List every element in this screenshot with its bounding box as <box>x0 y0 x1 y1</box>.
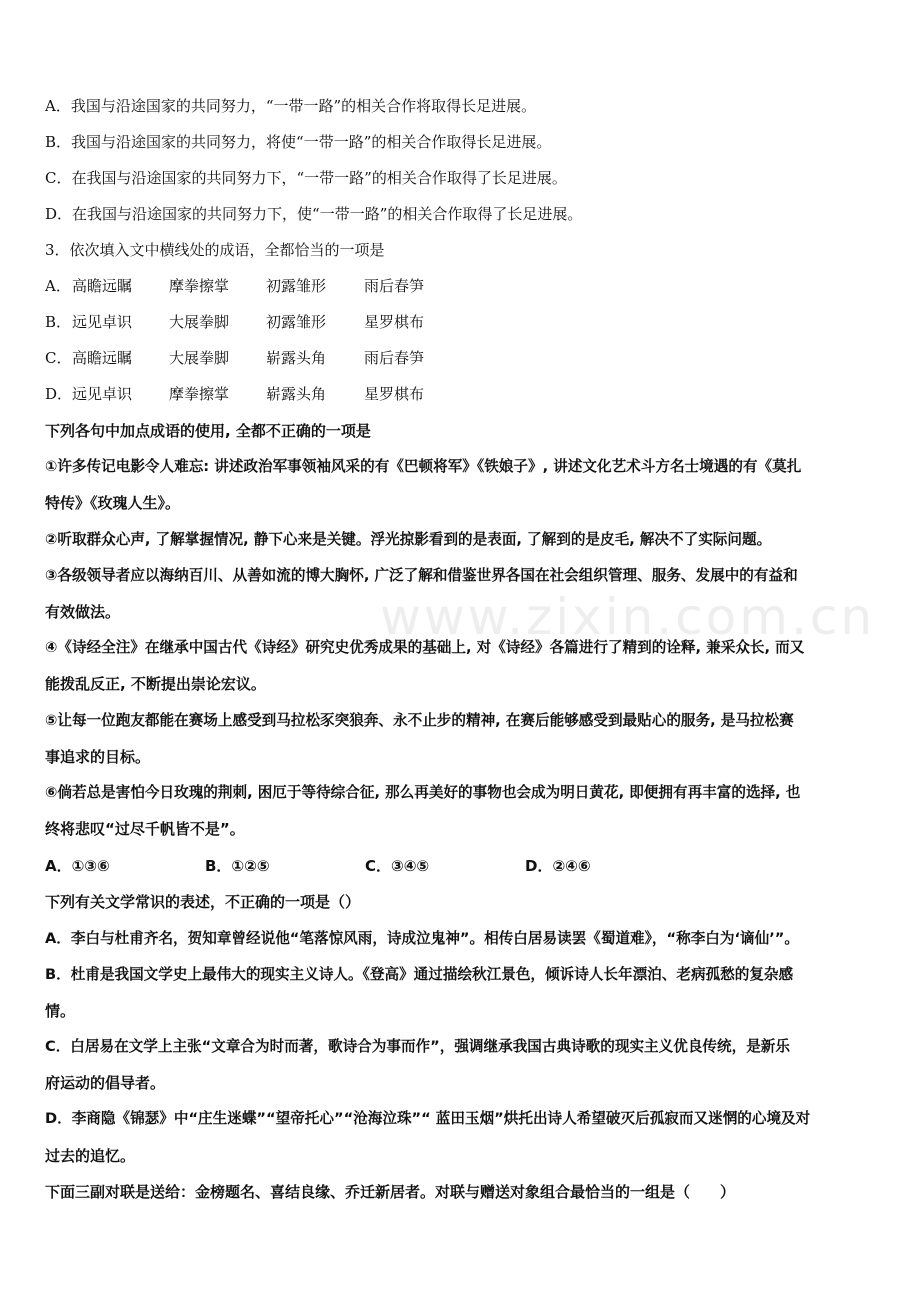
option-word: 初露雏形 <box>266 277 327 295</box>
q4-line: 特传》《玫瑰人生》。 <box>45 494 181 512</box>
q5-option-c: C．白居易在文学上主张“文章合为时而著，歌诗合为事而作”，强调继承我国古典诗歌的现实主义优良传统，是新乐 <box>45 1038 790 1055</box>
option-word: 雨后春笋 <box>364 349 425 367</box>
q5-option-b: B．杜甫是我国文学史上最伟大的现实主义诗人。《登高》通过描绘秋江景色，倾诉诗人长年漂泊、老病孤愁的复杂感 <box>45 966 794 983</box>
option-label: C． <box>45 349 72 367</box>
option-word: 远见卓识 <box>72 313 133 331</box>
option-word: 高瞻远瞩 <box>72 349 133 367</box>
option-word: 高瞻远瞩 <box>72 277 133 295</box>
q5-stem: 下列有关文学常识的表述，不正确的一项是（） <box>45 893 361 911</box>
q5-option-c-cont: 府运动的倡导者。 <box>45 1074 166 1092</box>
q5-option-a: A．李白与杜甫齐名，贺知章曾经说他“笔落惊风雨，诗成泣鬼神”。相传白居易读罢《蜀道难》，“称李白为‘谪仙’”。 <box>45 930 799 947</box>
option-word: 摩拳擦掌 <box>169 385 230 403</box>
option-label: D． <box>45 385 73 403</box>
q4-line: ②听取群众心声, 了解掌握情况, 静下心来是关键。浮光掠影看到的是表面, 了解到的是皮毛, 解决不了实际问题。 <box>45 531 772 548</box>
q4-line: ④《诗经全注》在继承中国古代《诗经》研究史优秀成果的基础上, 对《诗经》各篇进行了精到的诠释, 兼采众长, 而又 <box>45 639 805 656</box>
option-word: 远见卓识 <box>72 385 133 403</box>
q4-line: 能拨乱反正, 不断提出崇论宏议。 <box>45 675 266 693</box>
q4-option-d: D．②④⑥ <box>525 857 591 875</box>
q2-option-b: B．我国与沿途国家的共同努力，将使“一带一路”的相关合作取得长足进展。 <box>45 133 552 151</box>
q3-stem: 3．依次填入文中横线处的成语，全都恰当的一项是 <box>45 241 385 259</box>
option-word: 大展拳脚 <box>169 349 230 367</box>
option-word: 初露雏形 <box>266 313 327 331</box>
q4-option-c: C．③④⑤ <box>365 857 430 875</box>
option-word: 大展拳脚 <box>169 313 230 331</box>
option-label: A． <box>45 277 71 295</box>
q4-line: ⑥倘若总是害怕今日玫瑰的荆刺, 困厄于等待综合征, 那么再美好的事物也会成为明日黄花, 即便拥有再丰富的选择, 也 <box>45 784 801 801</box>
q5-option-d-cont: 过去的追忆。 <box>45 1147 136 1165</box>
q4-line: ①许多传记电影令人难忘: 讲述政治军事领袖风采的有《巴顿将军》《铁娘子》, 讲述文化艺术斗方名士境遇的有《莫扎 <box>45 458 802 475</box>
q4-line: 终将悲叹“过尽千帆皆不是”。 <box>45 820 245 838</box>
q5-option-d: D．李商隐《锦瑟》中“庄生迷蝶”“望帝托心”“沧海泣珠”“ 蓝田玉烟”烘托出诗人希望破灭后孤寂而又迷惘的心境及对 <box>45 1110 811 1127</box>
option-word: 摩拳擦掌 <box>169 277 230 295</box>
q4-stem: 下列各句中加点成语的使用, 全都不正确的一项是 <box>45 422 371 440</box>
option-word: 崭露头角 <box>266 349 327 367</box>
q2-option-c: C．在我国与沿途国家的共同努力下，“一带一路”的相关合作取得了长足进展。 <box>45 169 567 187</box>
q6-stem: 下面三副对联是送给：金榜题名、喜结良缘、乔迁新居者。对联与赠送对象组合最恰当的一组是（ ） <box>45 1183 736 1201</box>
watermark: www.zixin.com.cn <box>380 588 876 646</box>
q4-line: ③各级领导者应以海纳百川、从善如流的博大胸怀, 广泛了解和借鉴世界各国在社会组织管理、服务、发展中的有益和 <box>45 567 798 584</box>
option-word: 星罗棋布 <box>364 313 425 331</box>
option-word: 星罗棋布 <box>364 385 425 403</box>
q4-option-b: B．①②⑤ <box>205 857 270 875</box>
q5-option-b-cont: 情。 <box>45 1002 76 1020</box>
option-label: B． <box>45 313 72 331</box>
q4-line: ⑤让每一位跑友都能在赛场上感受到马拉松豕突狼奔、永不止步的精神, 在赛后能够感受到最贴心的服务, 是马拉松赛 <box>45 712 794 729</box>
option-word: 崭露头角 <box>266 385 327 403</box>
option-word: 雨后春笋 <box>364 277 425 295</box>
q4-line: 事追求的目标。 <box>45 748 151 766</box>
q4-option-a: A．①③⑥ <box>45 857 110 875</box>
q2-option-d: D．在我国与沿途国家的共同努力下，使“一带一路”的相关合作取得了长足进展。 <box>45 205 583 223</box>
q4-line: 有效做法。 <box>45 603 121 621</box>
q2-option-a: A．我国与沿途国家的共同努力，“一带一路”的相关合作将取得长足进展。 <box>45 97 537 115</box>
